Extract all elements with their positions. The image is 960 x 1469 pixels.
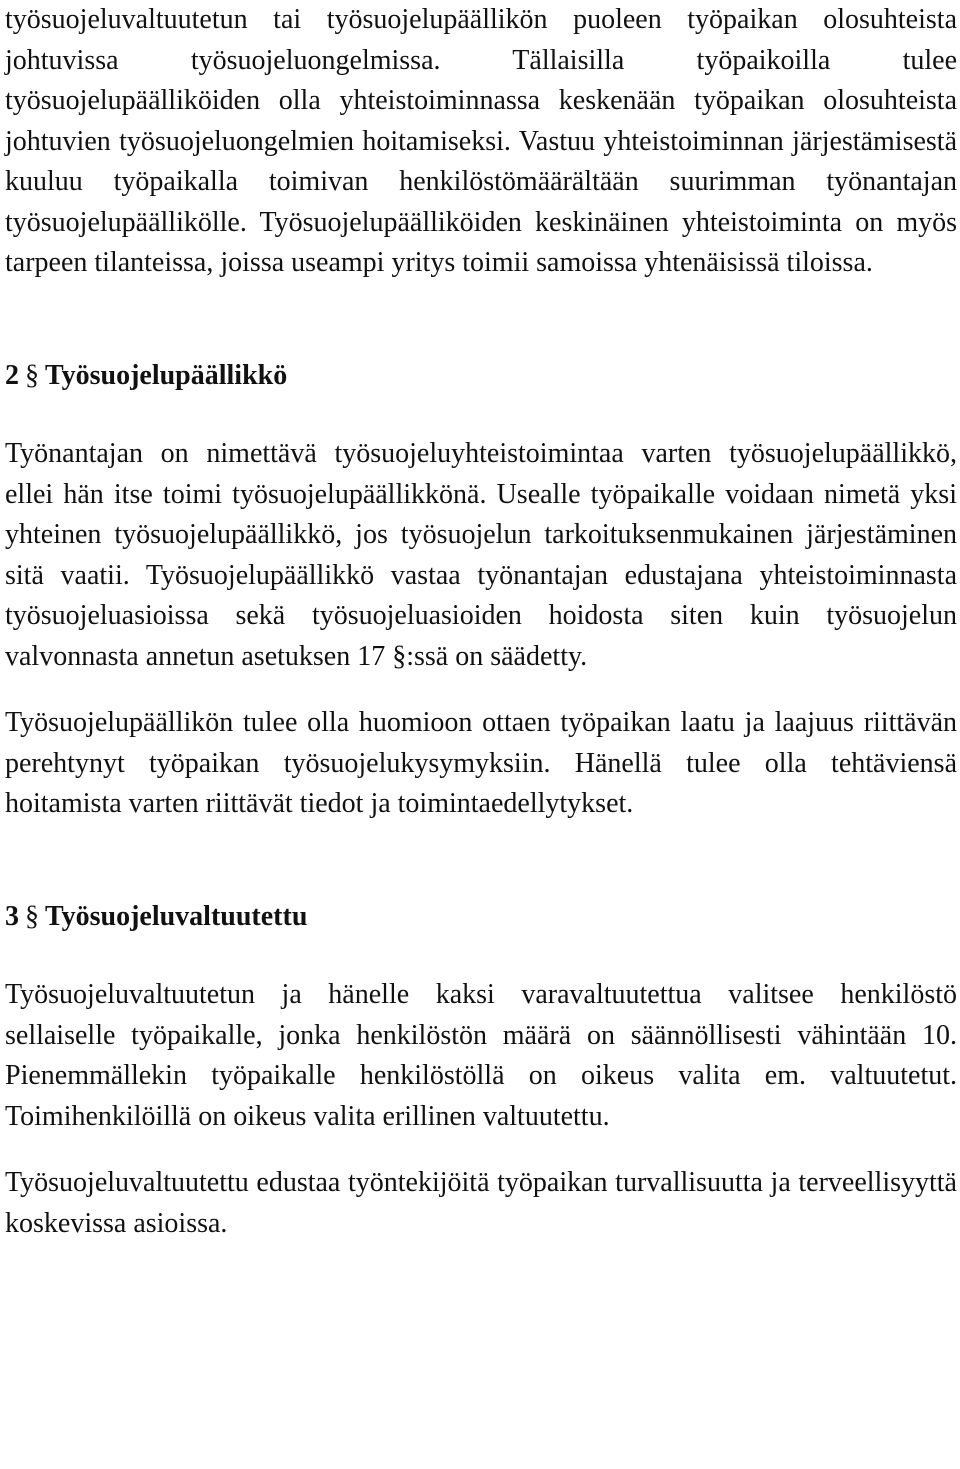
document-page bbox=[5, 0, 957, 1244]
section-2-number: 2 bbox=[5, 359, 19, 391]
section-3-paragraph-2: Työsuojeluvaltuutettu edustaa työntekijöitä työpaikan turvallisuutta ja terveellisyyttä koskevissa asioissa. bbox=[5, 1167, 957, 1239]
section-2-title: Työsuojelupäällikkö bbox=[45, 359, 288, 391]
intro-paragraph: työsuojeluvaltuutetun tai työsuojelupäällikön puoleen työpaikan olosuhteista johtuvissa työsuojeluongelmissa. Tällaisilla työpaikoilla tulee työsuojelupäälliköiden olla yhteistoiminnassa keskenään työpaikan olosuhteista johtuvien työsuojeluongelmien hoitamiseksi. Vastuu yhteistoiminnan järjestämisestä kuuluu työpaikalla toimivan henkilöstömäärältään suurimman työnantajan työsuojelupäällikölle. Työsuojelupäälliköiden keskinäinen yhteistoiminta on myös tarpeen tilanteissa, joissa useampi yritys toimii samoissa yhtenäisissä tiloissa. bbox=[5, 4, 957, 278]
section-sign: § bbox=[25, 359, 39, 391]
section-3-heading bbox=[5, 897, 957, 938]
section-2-paragraph-2: Työsuojelupäällikön tulee olla huomioon ottaen työpaikan laatu ja laajuus riittävän perehtynyt työpaikan työsuojelukysymyksiin. Hänellä tulee olla tehtäviensä hoitamista varten riittävät tiedot ja toimintaedellytykset. bbox=[5, 707, 957, 819]
section-3-number: 3 bbox=[5, 900, 19, 932]
section-3-title: Työsuojeluvaltuutettu bbox=[45, 900, 308, 932]
section-2-paragraph-1: Työnantajan on nimettävä työsuojeluyhteistoimintaa varten työsuojelupäällikkö, ellei hän itse toimi työsuojelupäällikkönä. Usealle työpaikalle voidaan nimetä yksi yhteinen työsuojelupäällikkö, jos työsuojelun tarkoituksenmukainen järjestäminen sitä vaatii. Työsuojelupäällikkö vastaa työnantajan edustajana yhteistoiminnasta työsuojeluasioissa sekä työsuojeluasioiden hoidosta siten kuin työsuojelun valvonnasta annetun asetuksen 17 §:ssä on säädetty. bbox=[5, 438, 957, 672]
section-sign: § bbox=[25, 900, 39, 932]
section-3-paragraph-1: Työsuojeluvaltuutetun ja hänelle kaksi varavaltuutettua valitsee henkilöstö sellaiselle työpaikalle, jonka henkilöstön määrä on säännöllisesti vähintään 10. Pienemmällekin työpaikalle henkilöstöllä on oikeus valita em. valtuutetut. Toimihenkilöillä on oikeus valita erillinen valtuutettu. bbox=[5, 979, 957, 1132]
section-2-heading bbox=[5, 356, 957, 397]
